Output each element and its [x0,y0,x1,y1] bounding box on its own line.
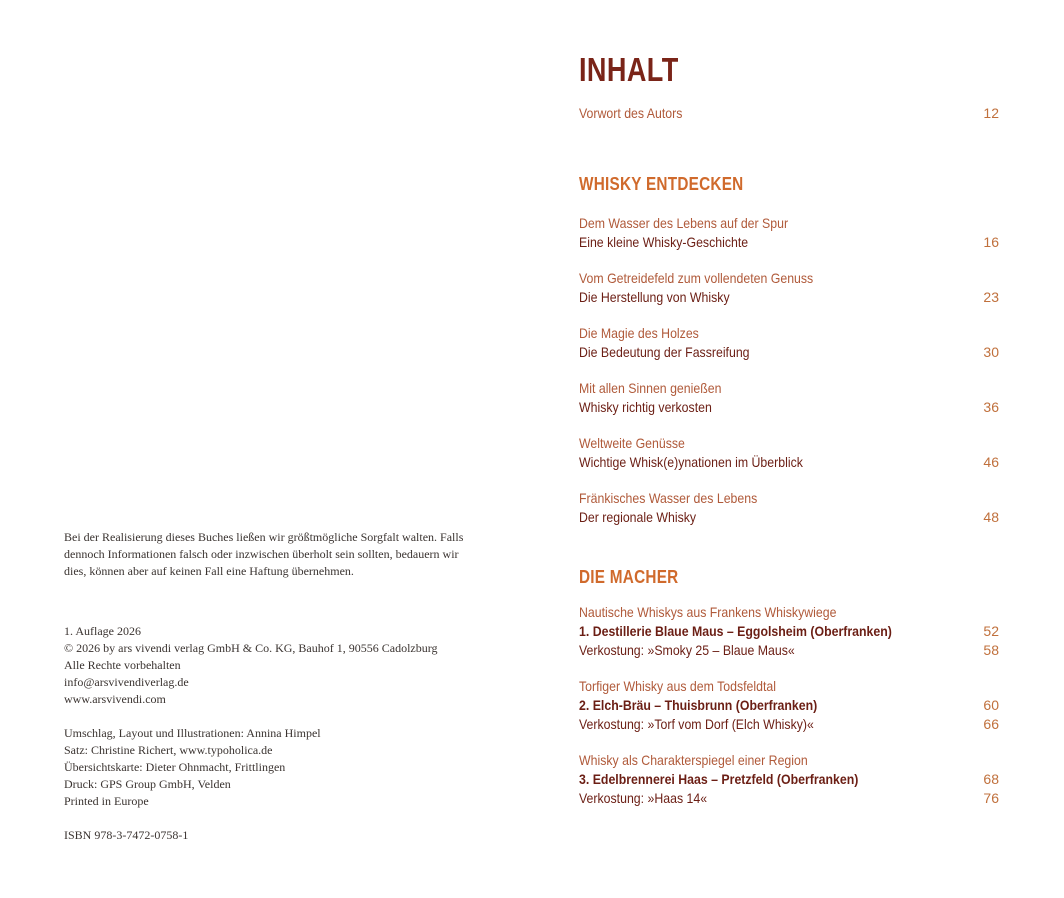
toc-entry: Whisky als Charakterspiegel einer Region 3. Edelbrennerei Haas – Pretzfeld (Oberfranken) 68 Verkostung: »Haas 14« 76 [579,752,999,806]
disclaimer: Bei der Realisierung dieses Buches ließen wir größtmögliche Sorgfalt walten. Falls dennoch Informationen falsch oder inzwischen überholt sein sollten, bedauern wir dies, können aber auf keinen Fall eine Haftung übernehmen. [64,530,464,578]
isbn: ISBN 978-3-7472-0758-1 [64,828,189,842]
website-link: www.arsvivendi.com [64,692,166,706]
toc-entry: Mit allen Sinnen genießen Whisky richtig verkosten 36 [579,380,999,415]
toc-entry: Torfiger Whisky aus dem Todsfeldtal 2. Elch-Bräu – Thuisbrunn (Oberfranken) 60 Verkostung: »Torf vom Dorf (Elch Whisky)« 66 [579,678,999,732]
toc-entry: Dem Wasser des Lebens auf der Spur Eine kleine Whisky-Geschichte 16 [579,215,999,250]
credits: Umschlag, Layout und Illustrationen: Annina Himpel Satz: Christine Richert, www.typoholica.de Übersichtskarte: Dieter Ohnmacht, Frittlingen Druck: GPS Group GmbH, Velden Printed in Europe [64,726,321,808]
publisher-info: 1. Auflage 2026 © 2026 by ars vivendi verlag GmbH & Co. KG, Bauhof 1, 90556 Cadolzburg Alle Rechte vorbehalten info@arsvivendiverlag.de www.arsvivendi.com [64,623,504,708]
toc-entry: Weltweite Genüsse Wichtige Whisk(e)ynationen im Überblick 46 [579,435,999,470]
section-heading-macher: DIE MACHER [579,567,679,587]
table-of-contents [579,50,999,825]
toc-entry: Nautische Whiskys aus Frankens Whiskywiege 1. Destillerie Blaue Maus – Eggolsheim (Oberfranken) 52 Verkostung: »Smoky 25 – Blaue Maus« 58 [579,604,999,658]
page-title: INHALT [579,51,679,88]
imprint [64,529,504,844]
toc-entry-foreword: Vorwort des Autors 12 [579,105,999,121]
toc-entry: Die Magie des Holzes Die Bedeutung der Fassreifung 30 [579,325,999,360]
section-heading-whisky: WHISKY ENTDECKEN [579,174,744,194]
toc-entry: Vom Getreidefeld zum vollendeten Genuss Die Herstellung von Whisky 23 [579,270,999,305]
email-link: info@arsvivendiverlag.de [64,675,189,689]
toc-entry: Fränkisches Wasser des Lebens Der regionale Whisky 48 [579,490,999,525]
